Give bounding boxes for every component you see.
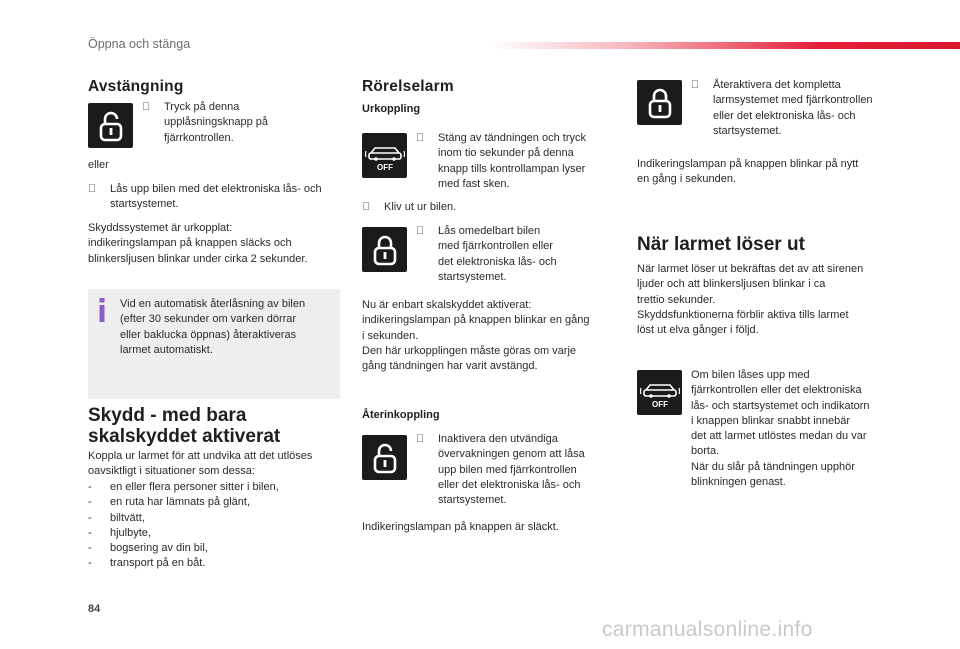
bullet-icon: [691, 78, 713, 93]
unlock-button-icon: [88, 103, 133, 148]
paragraph-disarmed: Skyddssystemet är urkopplat: indikeringslampan på knappen släcks och blinkersljusen blinkar under cirka 2 sekunder.: [88, 222, 308, 265]
text-or: eller: [88, 159, 109, 171]
paragraph-lamp-blinks: Indikeringslampan på knappen blinkar på nytt en gång i sekunden.: [637, 158, 859, 186]
situations-list: [88, 480, 348, 572]
section-title-larmet-loser-ut: När larmet löser ut: [637, 234, 805, 255]
step-deactivate-external: Inaktivera den utvändiga övervakningen genom att låsa upp bilen med fjärrkontrollen eller det elektroniska lås- och startsystemet.: [416, 432, 606, 508]
alarm-off-button-icon: [362, 133, 407, 178]
bullet-icon: [416, 432, 438, 447]
list-item: - hjulbyte,: [88, 526, 151, 539]
subtitle-aterinkoppling: Återinkoppling: [362, 409, 440, 421]
bullet-icon: [416, 131, 438, 146]
alarm-off-button-icon-2: [637, 370, 682, 415]
watermark: carmanualsonline.info: [602, 618, 813, 641]
step-press-unlock: Tryck på denna upplåsningsknapp på fjärrkontrollen.: [142, 100, 322, 146]
subtitle-urkoppling: Urkoppling: [362, 103, 421, 115]
info-icon: [96, 298, 108, 322]
bullet-icon: [362, 200, 384, 215]
bullet-icon: [142, 100, 164, 115]
page-number: 84: [88, 603, 101, 615]
step-exit-car: Kliv ut ur bilen.: [362, 200, 602, 215]
lock-button-icon: [362, 227, 407, 272]
bullet-icon: [416, 224, 438, 239]
header-accent-bar: [490, 42, 960, 49]
off-label: OFF: [376, 162, 393, 171]
paragraph-perimeter-only: Nu är enbart skalskyddet aktiverat: indikeringslampan på knappen blinkar en gång i sekunden. Den här urkopplingen måste göras om varje gång tändningen har varit avstängd.: [362, 299, 590, 373]
section-title-avstangning: Avstängning: [88, 78, 184, 95]
unlock-button-icon-2: [362, 435, 407, 480]
list-item: - transport på en båt.: [88, 557, 206, 570]
info-text: Vid en automatisk återlåsning av bilen (efter 30 sekunder om varken dörrar eller baklucka öppnas) återaktiveras larmet automatiskt.: [120, 298, 306, 356]
list-item: - biltvätt,: [88, 511, 145, 524]
paragraph-lamp-off: Indikeringslampan på knappen är släckt.: [362, 521, 559, 533]
list-item: - en eller flera personer sitter i bilen,: [88, 481, 279, 493]
section-title-rorelselarm: Rörelselarm: [362, 78, 454, 95]
step-reactivate-alarm: Återaktivera det kompletta larmsystemet med fjärrkontrollen eller det elektroniska lås- och startsystemet.: [691, 78, 906, 139]
step-ignition-off: Stäng av tändningen och tryck inom tio sekunder på denna knapp tills kontrollampan lyser med fast sken.: [416, 131, 606, 192]
step-lock-immediately: Lås omedelbart bilen med fjärrkontrollen eller det elektroniska lås- och startsystemet.: [416, 224, 606, 285]
paragraph-disarm-situations: Koppla ur larmet för att undvika att det utlöses oavsiktligt i situationer som dessa:: [88, 450, 313, 478]
section-title-skalskydd: Skydd - med bara skalskyddet aktiverat: [88, 405, 281, 447]
section-header: Öppna och stänga: [88, 37, 191, 51]
list-item: - bogsering av din bil,: [88, 542, 208, 555]
paragraph-alarm-triggered: När larmet löser ut bekräftas det av att sirenen ljuder och att blinkersljusen blinkar i ca trettio sekunder. Skyddsfunktionerna förblir aktiva tills larmet löst ut elva gånger i följd.: [637, 263, 864, 337]
paragraph-alarm-while-away: Om bilen låses upp med fjärrkontrollen eller det elektroniska lås- och startsystemet och indikatorn i knappen blinkar snabbt innebär det att larmet utlöstes medan du var borta. När du slår på tändningen upphör blinkningen genast.: [691, 369, 870, 489]
bullet-icon: [88, 182, 110, 197]
step-unlock-electronic: Lås upp bilen med det elektroniska lås- och startsystemet.: [88, 182, 348, 213]
off-label: OFF: [651, 399, 668, 408]
list-item: - en ruta har lämnats på glänt,: [88, 496, 251, 509]
lock-button-icon-2: [637, 80, 682, 125]
